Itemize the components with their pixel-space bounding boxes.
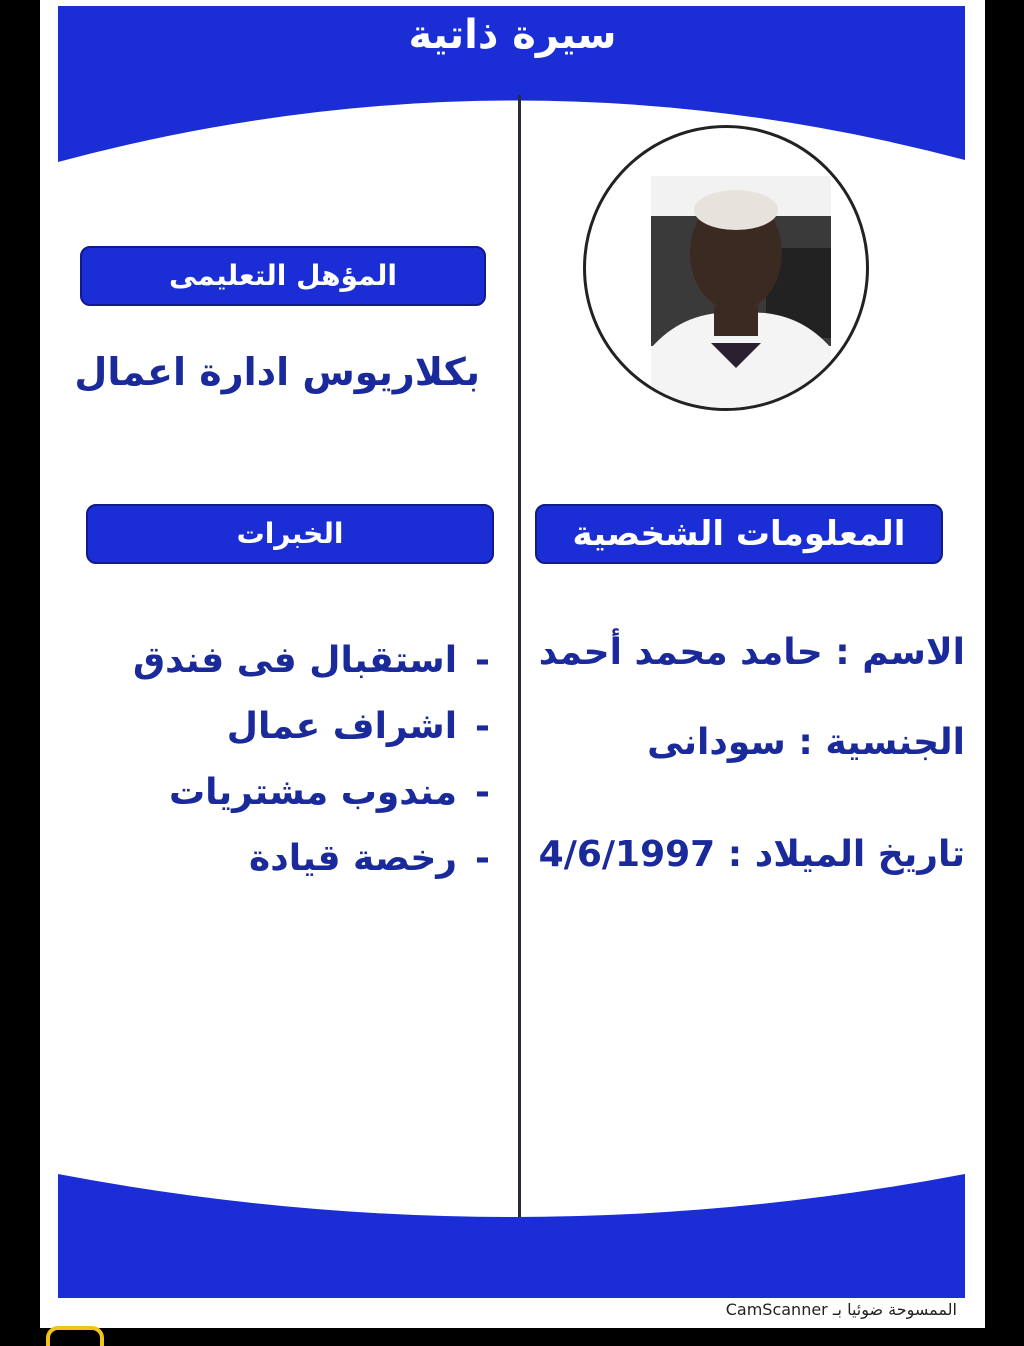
person-photo-icon [586, 128, 866, 408]
degree-text: بكلاريوس ادارة اعمال [74, 350, 480, 394]
nationality-row: الجنسية : سودانى [647, 722, 965, 763]
nationality-label: الجنسية [825, 722, 965, 763]
name-value: حامد محمد أحمد [538, 632, 823, 673]
personal-info-heading: المعلومات الشخصية [535, 504, 943, 564]
cv-title: سيرة ذاتية [408, 12, 617, 58]
name-label: الاسم [862, 632, 965, 673]
name-row: الاسم : حامد محمد أحمد [538, 632, 965, 673]
dob-value: 4/6/1997 [538, 834, 716, 875]
profile-photo [583, 125, 869, 411]
list-item: -مندوب مشتريات [168, 772, 490, 813]
cv-page [40, 0, 985, 1328]
experience-list [133, 628, 490, 892]
footer-banner [40, 1160, 985, 1300]
dob-label: تاريخ الميلاد [754, 834, 965, 875]
list-item: -رخصة قيادة [249, 838, 490, 879]
camscanner-watermark: الممسوحة ضوئيا بـ CamScanner [725, 1300, 957, 1319]
list-item: -استقبال فى فندق [132, 640, 490, 681]
list-item: -اشراف عمال [226, 706, 490, 747]
column-divider [518, 95, 521, 1245]
dob-row: تاريخ الميلاد : 4/6/1997 [538, 834, 965, 875]
education-heading: المؤهل التعليمى [80, 246, 486, 306]
experience-heading: الخبرات [86, 504, 494, 564]
camscanner-logo-icon [44, 1324, 106, 1346]
nationality-value: سودانى [647, 722, 786, 763]
